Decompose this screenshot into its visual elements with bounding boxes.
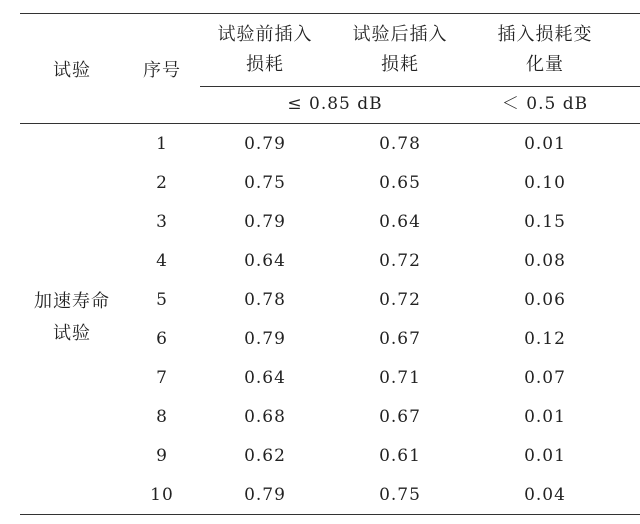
cell-before: 0.79 xyxy=(244,134,286,154)
cell-before: 0.62 xyxy=(244,446,286,466)
cell-index: 9 xyxy=(156,446,168,466)
cell-index: 6 xyxy=(156,329,168,349)
header-after-line2: 损耗 xyxy=(381,54,419,75)
cell-change: 0.01 xyxy=(524,134,566,154)
table-bottom-rule xyxy=(20,514,640,515)
cell-change: 0.10 xyxy=(524,173,566,193)
cell-index: 7 xyxy=(156,368,168,388)
cell-index: 8 xyxy=(156,407,168,427)
cell-change: 0.12 xyxy=(524,329,566,349)
group-label-line1: 加速寿命 xyxy=(34,291,110,312)
cell-index: 1 xyxy=(156,134,168,154)
spec-loss: ≤ 0.85 dB xyxy=(287,94,383,114)
cell-after: 0.78 xyxy=(379,134,421,154)
cell-change: 0.07 xyxy=(524,368,566,388)
cell-after: 0.67 xyxy=(379,407,421,427)
group-label-line2: 试验 xyxy=(53,323,91,344)
cell-after: 0.72 xyxy=(379,290,421,310)
cell-after: 0.72 xyxy=(379,251,421,271)
table-header-bottom-rule xyxy=(20,123,640,124)
cell-index: 5 xyxy=(156,290,168,310)
cell-before: 0.79 xyxy=(244,329,286,349)
cell-before: 0.79 xyxy=(244,212,286,232)
header-before-line1: 试验前插入 xyxy=(217,24,313,45)
cell-after: 0.61 xyxy=(379,446,421,466)
cell-change: 0.15 xyxy=(524,212,566,232)
cell-after: 0.67 xyxy=(379,329,421,349)
cell-change: 0.08 xyxy=(524,251,566,271)
cell-after: 0.64 xyxy=(379,212,421,232)
cell-before: 0.68 xyxy=(244,407,286,427)
cell-after: 0.65 xyxy=(379,173,421,193)
cell-change: 0.01 xyxy=(524,446,566,466)
cell-change: 0.06 xyxy=(524,290,566,310)
cell-index: 10 xyxy=(150,485,174,505)
cell-before: 0.78 xyxy=(244,290,286,310)
spec-change: ＜ 0.5 dB xyxy=(501,94,589,114)
cell-index: 3 xyxy=(156,212,168,232)
cell-index: 2 xyxy=(156,173,168,193)
group-label xyxy=(20,286,124,350)
header-index: 序号 xyxy=(143,60,181,81)
header-after-line1: 试验后插入 xyxy=(352,24,448,45)
cell-change: 0.01 xyxy=(524,407,566,427)
table-top-rule xyxy=(20,13,640,14)
cell-before: 0.75 xyxy=(244,173,286,193)
cell-before: 0.79 xyxy=(244,485,286,505)
cell-index: 4 xyxy=(156,251,168,271)
cell-before: 0.64 xyxy=(244,368,286,388)
cell-after: 0.75 xyxy=(379,485,421,505)
header-test: 试验 xyxy=(53,60,91,81)
table-header-sub-rule xyxy=(200,86,640,87)
cell-change: 0.04 xyxy=(524,485,566,505)
header-before-line2: 损耗 xyxy=(246,54,284,75)
header-change-line1: 插入损耗变 xyxy=(497,24,593,45)
cell-after: 0.71 xyxy=(379,368,421,388)
header-change-line2: 化量 xyxy=(526,54,564,75)
cell-before: 0.64 xyxy=(244,251,286,271)
